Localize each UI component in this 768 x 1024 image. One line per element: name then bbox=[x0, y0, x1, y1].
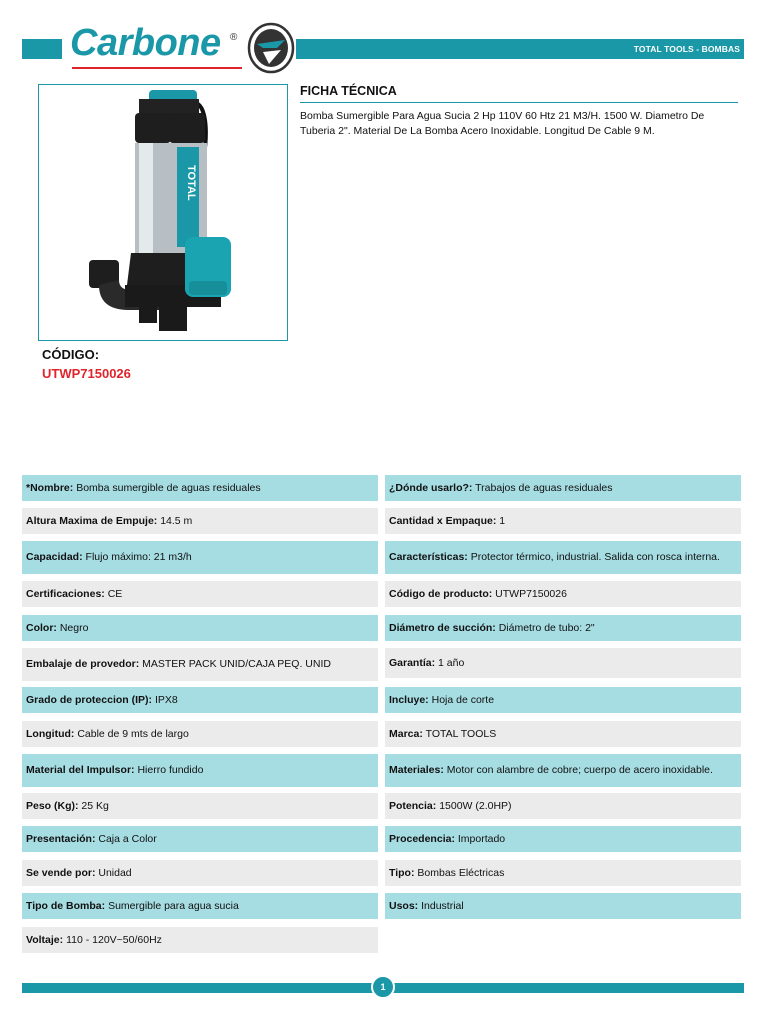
spec-text bbox=[389, 764, 713, 777]
spec-label: Embalaje de provedor: bbox=[26, 658, 140, 670]
product-code-value: UTWP7150026 bbox=[42, 366, 131, 381]
spec-value: Bomba sumergible de aguas residuales bbox=[76, 481, 261, 494]
spec-row bbox=[22, 754, 378, 787]
spec-text bbox=[26, 551, 192, 564]
header-category: TOTAL TOOLS - BOMBAS bbox=[633, 44, 740, 54]
spec-label: Procedencia: bbox=[389, 832, 455, 845]
spec-row bbox=[22, 648, 378, 681]
spec-row bbox=[22, 475, 378, 501]
spec-row bbox=[385, 581, 741, 607]
spec-text bbox=[389, 800, 512, 813]
product-code-label: CÓDIGO: bbox=[42, 347, 100, 362]
spec-row bbox=[22, 793, 378, 819]
spec-label: Diámetro de succión: bbox=[389, 621, 496, 634]
spec-row bbox=[22, 826, 378, 852]
spec-label: Materiales: bbox=[389, 764, 444, 776]
spec-text bbox=[26, 900, 239, 913]
registered-mark: ® bbox=[230, 32, 238, 43]
spec-label: Grado de proteccion (IP): bbox=[26, 693, 153, 706]
spec-text bbox=[26, 622, 88, 635]
spec-label: Cantidad x Empaque: bbox=[389, 514, 497, 527]
ficha-title: FICHA TÉCNICA bbox=[300, 84, 397, 98]
spec-label: Código de producto: bbox=[389, 587, 493, 600]
spec-row bbox=[22, 927, 378, 953]
spec-value: Industrial bbox=[421, 899, 464, 912]
spec-label: Color: bbox=[26, 621, 57, 634]
spec-row bbox=[22, 721, 378, 747]
spec-row bbox=[22, 581, 378, 607]
spec-value: MASTER PACK UNID/CAJA PEQ. UNID bbox=[142, 658, 331, 670]
spec-value: 1 año bbox=[438, 656, 465, 669]
spec-value: Bombas Eléctricas bbox=[417, 866, 505, 879]
spec-row bbox=[385, 754, 741, 787]
brand-emblem-icon bbox=[247, 22, 295, 74]
spec-value: Importado bbox=[457, 832, 506, 845]
spec-text bbox=[389, 694, 494, 707]
spec-label: Garantía: bbox=[389, 656, 436, 669]
spec-row bbox=[385, 475, 741, 501]
spec-label: Longitud: bbox=[26, 727, 75, 740]
spec-text bbox=[26, 482, 261, 495]
brand-name: Carbone bbox=[70, 22, 221, 64]
spec-text bbox=[26, 694, 178, 707]
page-number: 1 bbox=[371, 975, 395, 999]
ficha-divider bbox=[300, 102, 738, 103]
spec-value: IPX8 bbox=[154, 693, 178, 706]
spec-label: Tipo: bbox=[389, 866, 415, 879]
spec-row bbox=[385, 687, 741, 713]
spec-label: Tipo de Bomba: bbox=[26, 899, 106, 912]
spec-row bbox=[385, 826, 741, 852]
spec-label: Material del Impulsor: bbox=[26, 764, 135, 776]
spec-label: Peso (Kg): bbox=[26, 799, 79, 812]
spec-value: Caja a Color bbox=[98, 832, 157, 845]
spec-row bbox=[385, 893, 741, 919]
spec-value: Sumergible para agua sucia bbox=[108, 899, 239, 912]
spec-text bbox=[389, 515, 505, 528]
spec-row bbox=[385, 648, 741, 678]
spec-row bbox=[385, 721, 741, 747]
spec-row bbox=[22, 893, 378, 919]
spec-label: Altura Maxima de Empuje: bbox=[26, 514, 158, 527]
submersible-pump-icon bbox=[39, 85, 286, 339]
spec-value: 25 Kg bbox=[81, 799, 109, 812]
svg-text:TOTAL: TOTAL bbox=[185, 165, 197, 201]
spec-text bbox=[389, 900, 464, 913]
spec-text bbox=[26, 658, 331, 671]
spec-value: 1500W (2.0HP) bbox=[439, 799, 512, 812]
spec-value: Negro bbox=[59, 621, 89, 634]
spec-row bbox=[22, 541, 378, 574]
spec-value: Cable de 9 mts de largo bbox=[77, 727, 189, 740]
spec-text bbox=[26, 588, 122, 601]
spec-row bbox=[22, 860, 378, 886]
spec-text bbox=[389, 657, 464, 670]
spec-label: Características: bbox=[389, 551, 468, 563]
spec-text bbox=[26, 515, 192, 528]
spec-value: 14.5 m bbox=[160, 514, 193, 527]
spec-label: Marca: bbox=[389, 727, 423, 740]
spec-text bbox=[26, 764, 203, 777]
spec-value: Hoja de corte bbox=[431, 693, 495, 706]
spec-text bbox=[389, 728, 496, 741]
spec-label: Incluye: bbox=[389, 693, 429, 706]
spec-text bbox=[26, 833, 157, 846]
spec-text bbox=[26, 867, 132, 880]
spec-row bbox=[385, 541, 741, 574]
spec-text bbox=[389, 622, 595, 635]
product-image-frame bbox=[38, 84, 288, 341]
spec-value: 1 bbox=[499, 514, 506, 527]
spec-row bbox=[385, 793, 741, 819]
spec-text bbox=[389, 551, 720, 564]
spec-text bbox=[26, 728, 189, 741]
spec-label: Capacidad: bbox=[26, 551, 83, 563]
spec-value: UTWP7150026 bbox=[495, 587, 567, 600]
spec-text bbox=[26, 934, 162, 947]
spec-value: Flujo máximo: 21 m3/h bbox=[85, 551, 192, 563]
spec-row bbox=[22, 508, 378, 534]
spec-text bbox=[389, 833, 505, 846]
spec-label: Presentación: bbox=[26, 832, 96, 845]
spec-text bbox=[389, 588, 567, 601]
spec-row bbox=[385, 860, 741, 886]
brand-underline bbox=[72, 67, 242, 69]
spec-row bbox=[22, 687, 378, 713]
spec-row bbox=[22, 615, 378, 641]
spec-value: Unidad bbox=[98, 866, 132, 879]
spec-value: Motor con alambre de cobre; cuerpo de acero inoxidable. bbox=[446, 764, 713, 776]
spec-value: Protector térmico, industrial. Salida con rosca interna. bbox=[470, 551, 720, 563]
spec-value: CE bbox=[107, 587, 123, 600]
spec-label: ¿Dónde usarlo?: bbox=[389, 481, 473, 494]
spec-row bbox=[385, 508, 741, 534]
spec-value: Diámetro de tubo: 2" bbox=[498, 621, 595, 634]
ficha-description: Bomba Sumergible Para Agua Sucia 2 Hp 110V 60 Htz 21 M3/H. 1500 W. Diametro De Tuberia 2". Material De La Bomba Acero Inoxidable. Longitud De Cable 9 M. bbox=[300, 110, 705, 137]
spec-label: Voltaje: bbox=[26, 933, 64, 946]
spec-label: Se vende por: bbox=[26, 866, 96, 879]
spec-text bbox=[389, 482, 613, 495]
spec-text bbox=[389, 867, 504, 880]
spec-value: 110 - 120V~50/60Hz bbox=[66, 933, 162, 946]
spec-text bbox=[26, 800, 109, 813]
spec-row bbox=[385, 615, 741, 641]
spec-value: Hierro fundido bbox=[137, 764, 204, 776]
spec-label: Certificaciones: bbox=[26, 587, 105, 600]
spec-value: TOTAL TOOLS bbox=[425, 727, 497, 740]
brand-logo bbox=[62, 22, 296, 78]
spec-label: *Nombre: bbox=[26, 481, 74, 494]
spec-value: Trabajos de aguas residuales bbox=[475, 481, 613, 494]
spec-label: Usos: bbox=[389, 899, 419, 912]
spec-label: Potencia: bbox=[389, 799, 437, 812]
